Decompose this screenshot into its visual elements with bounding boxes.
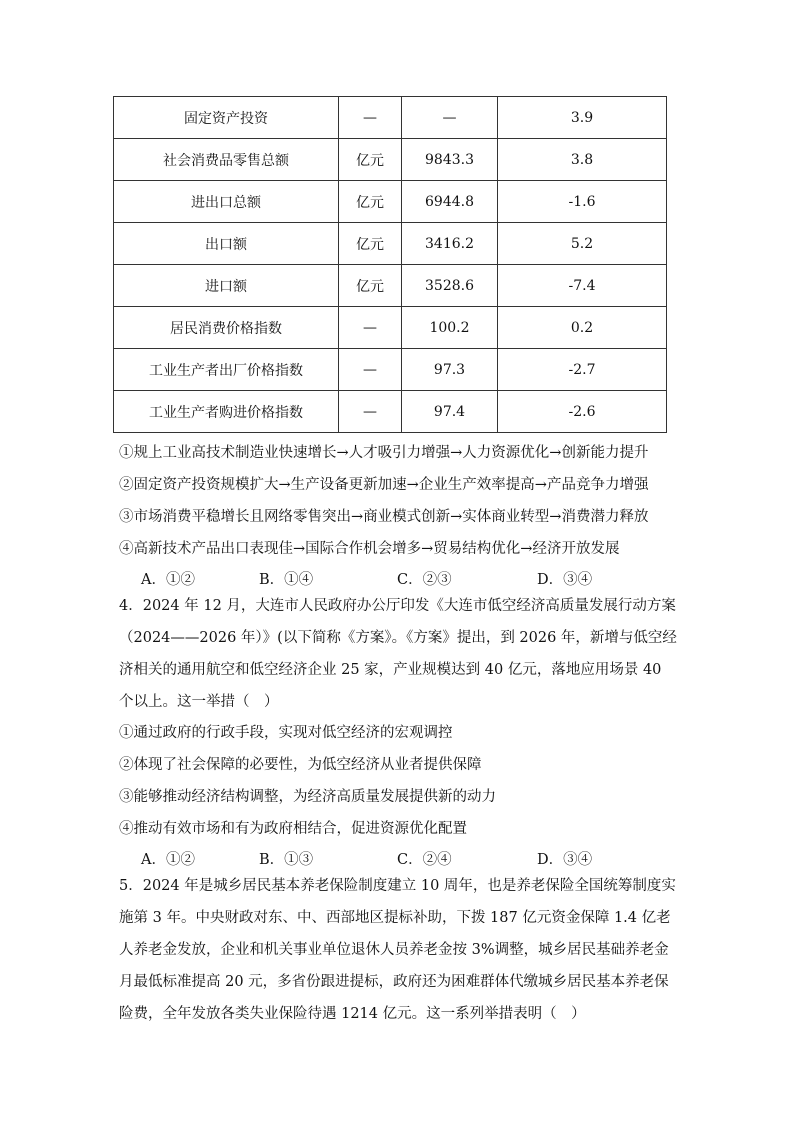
value-cell: — [402, 97, 498, 139]
growth-cell: 5.2 [498, 223, 667, 265]
item-cell: 工业生产者购进价格指数 [114, 391, 339, 433]
choice-a[interactable]: A．①② [141, 852, 195, 868]
growth-cell: -1.6 [498, 181, 667, 223]
choice-b[interactable]: B．①③ [259, 852, 314, 868]
q4-option-1: ①通过政府的行政手段，实现对低空经济的宏观调控 [119, 725, 453, 741]
table-row [114, 265, 667, 307]
unit-cell: 亿元 [339, 265, 402, 307]
table-row [114, 139, 667, 181]
choice-d[interactable]: D．③④ [537, 572, 593, 588]
item-cell: 工业生产者出厂价格指数 [114, 349, 339, 391]
q4-option-2: ②体现了社会保障的必要性，为低空经济从业者提供保障 [119, 757, 482, 773]
unit-cell: 亿元 [339, 223, 402, 265]
table-row [114, 97, 667, 139]
value-cell: 97.4 [402, 391, 498, 433]
unit-cell: 亿元 [339, 181, 402, 223]
q4-option-4: ④推动有效市场和有为政府相结合，促进资源优化配置 [119, 821, 467, 837]
choice-b[interactable]: B．①④ [259, 572, 314, 588]
value-cell: 3416.2 [402, 223, 498, 265]
choice-d[interactable]: D．③④ [537, 852, 593, 868]
unit-cell: — [339, 307, 402, 349]
q3-option-1: ①规上工业高技术制造业快速增长→人才吸引力增强→人力资源优化→创新能力提升 [119, 445, 649, 461]
growth-cell: 0.2 [498, 307, 667, 349]
table-row [114, 349, 667, 391]
table-row [114, 307, 667, 349]
value-cell: 100.2 [402, 307, 498, 349]
q4-option-3: ③能够推动经济结构调整，为经济高质量发展提供新的动力 [119, 789, 496, 805]
value-cell: 6944.8 [402, 181, 498, 223]
unit-cell: 亿元 [339, 139, 402, 181]
q5-stem: 5．2024 年是城乡居民基本养老保险制度建立 10 周年，也是养老保险全国统筹制度实施第 3 年。中央财政对东、中、西部地区提标补助，下拨 187 亿元资金保障 1.4 亿老人养老金发放，企业和机关事业单位退休人员养老金按 3%调整，城乡居民基础养老金月最低标准提高 20 元，多省份跟进提标，政府还为困难群体代缴城乡居民基本养老保险费，全年发放各类失业保险待遇 1214 亿元。这一系列举措表明（ ） [119, 878, 676, 1022]
economic-stats-table [113, 96, 667, 433]
q3-option-4: ④高新技术产品出口表现佳→国际合作机会增多→贸易结构优化→经济开放发展 [119, 541, 620, 557]
value-cell: 9843.3 [402, 139, 498, 181]
unit-cell: — [339, 391, 402, 433]
choice-a[interactable]: A．①② [141, 572, 195, 588]
growth-cell: -7.4 [498, 265, 667, 307]
growth-cell: -2.6 [498, 391, 667, 433]
item-cell: 固定资产投资 [114, 97, 339, 139]
value-cell: 3528.6 [402, 265, 498, 307]
growth-cell: -2.7 [498, 349, 667, 391]
q4-choices [141, 848, 592, 869]
table-row [114, 223, 667, 265]
table-row [114, 391, 667, 433]
growth-cell: 3.9 [498, 97, 667, 139]
item-cell: 出口额 [114, 223, 339, 265]
choice-c[interactable]: C．②④ [397, 852, 452, 868]
choice-c[interactable]: C．②③ [397, 572, 452, 588]
item-cell: 进口额 [114, 265, 339, 307]
q3-option-3: ③市场消费平稳增长且网络零售突出→商业模式创新→实体商业转型→消费潜力释放 [119, 509, 649, 525]
value-cell: 97.3 [402, 349, 498, 391]
growth-cell: 3.8 [498, 139, 667, 181]
table-row [114, 181, 667, 223]
item-cell: 居民消费价格指数 [114, 307, 339, 349]
q3-choices [141, 568, 592, 589]
q4-stem: 4．2024 年 12 月，大连市人民政府办公厅印发《大连市低空经济高质量发展行动方案（2024——2026 年）》(以下简称《方案》。《方案》提出，到 2026 年，新增与低空经济相关的通用航空和低空经济企业 25 家，产业规模达到 40 亿元，落地应用场景 40 个以上。这一举措（ ） [119, 598, 677, 710]
item-cell: 社会消费品零售总额 [114, 139, 339, 181]
q3-option-2: ②固定资产投资规模扩大→生产设备更新加速→企业生产效率提高→产品竞争力增强 [119, 477, 649, 493]
item-cell: 进出口总额 [114, 181, 339, 223]
unit-cell: — [339, 97, 402, 139]
unit-cell: — [339, 349, 402, 391]
